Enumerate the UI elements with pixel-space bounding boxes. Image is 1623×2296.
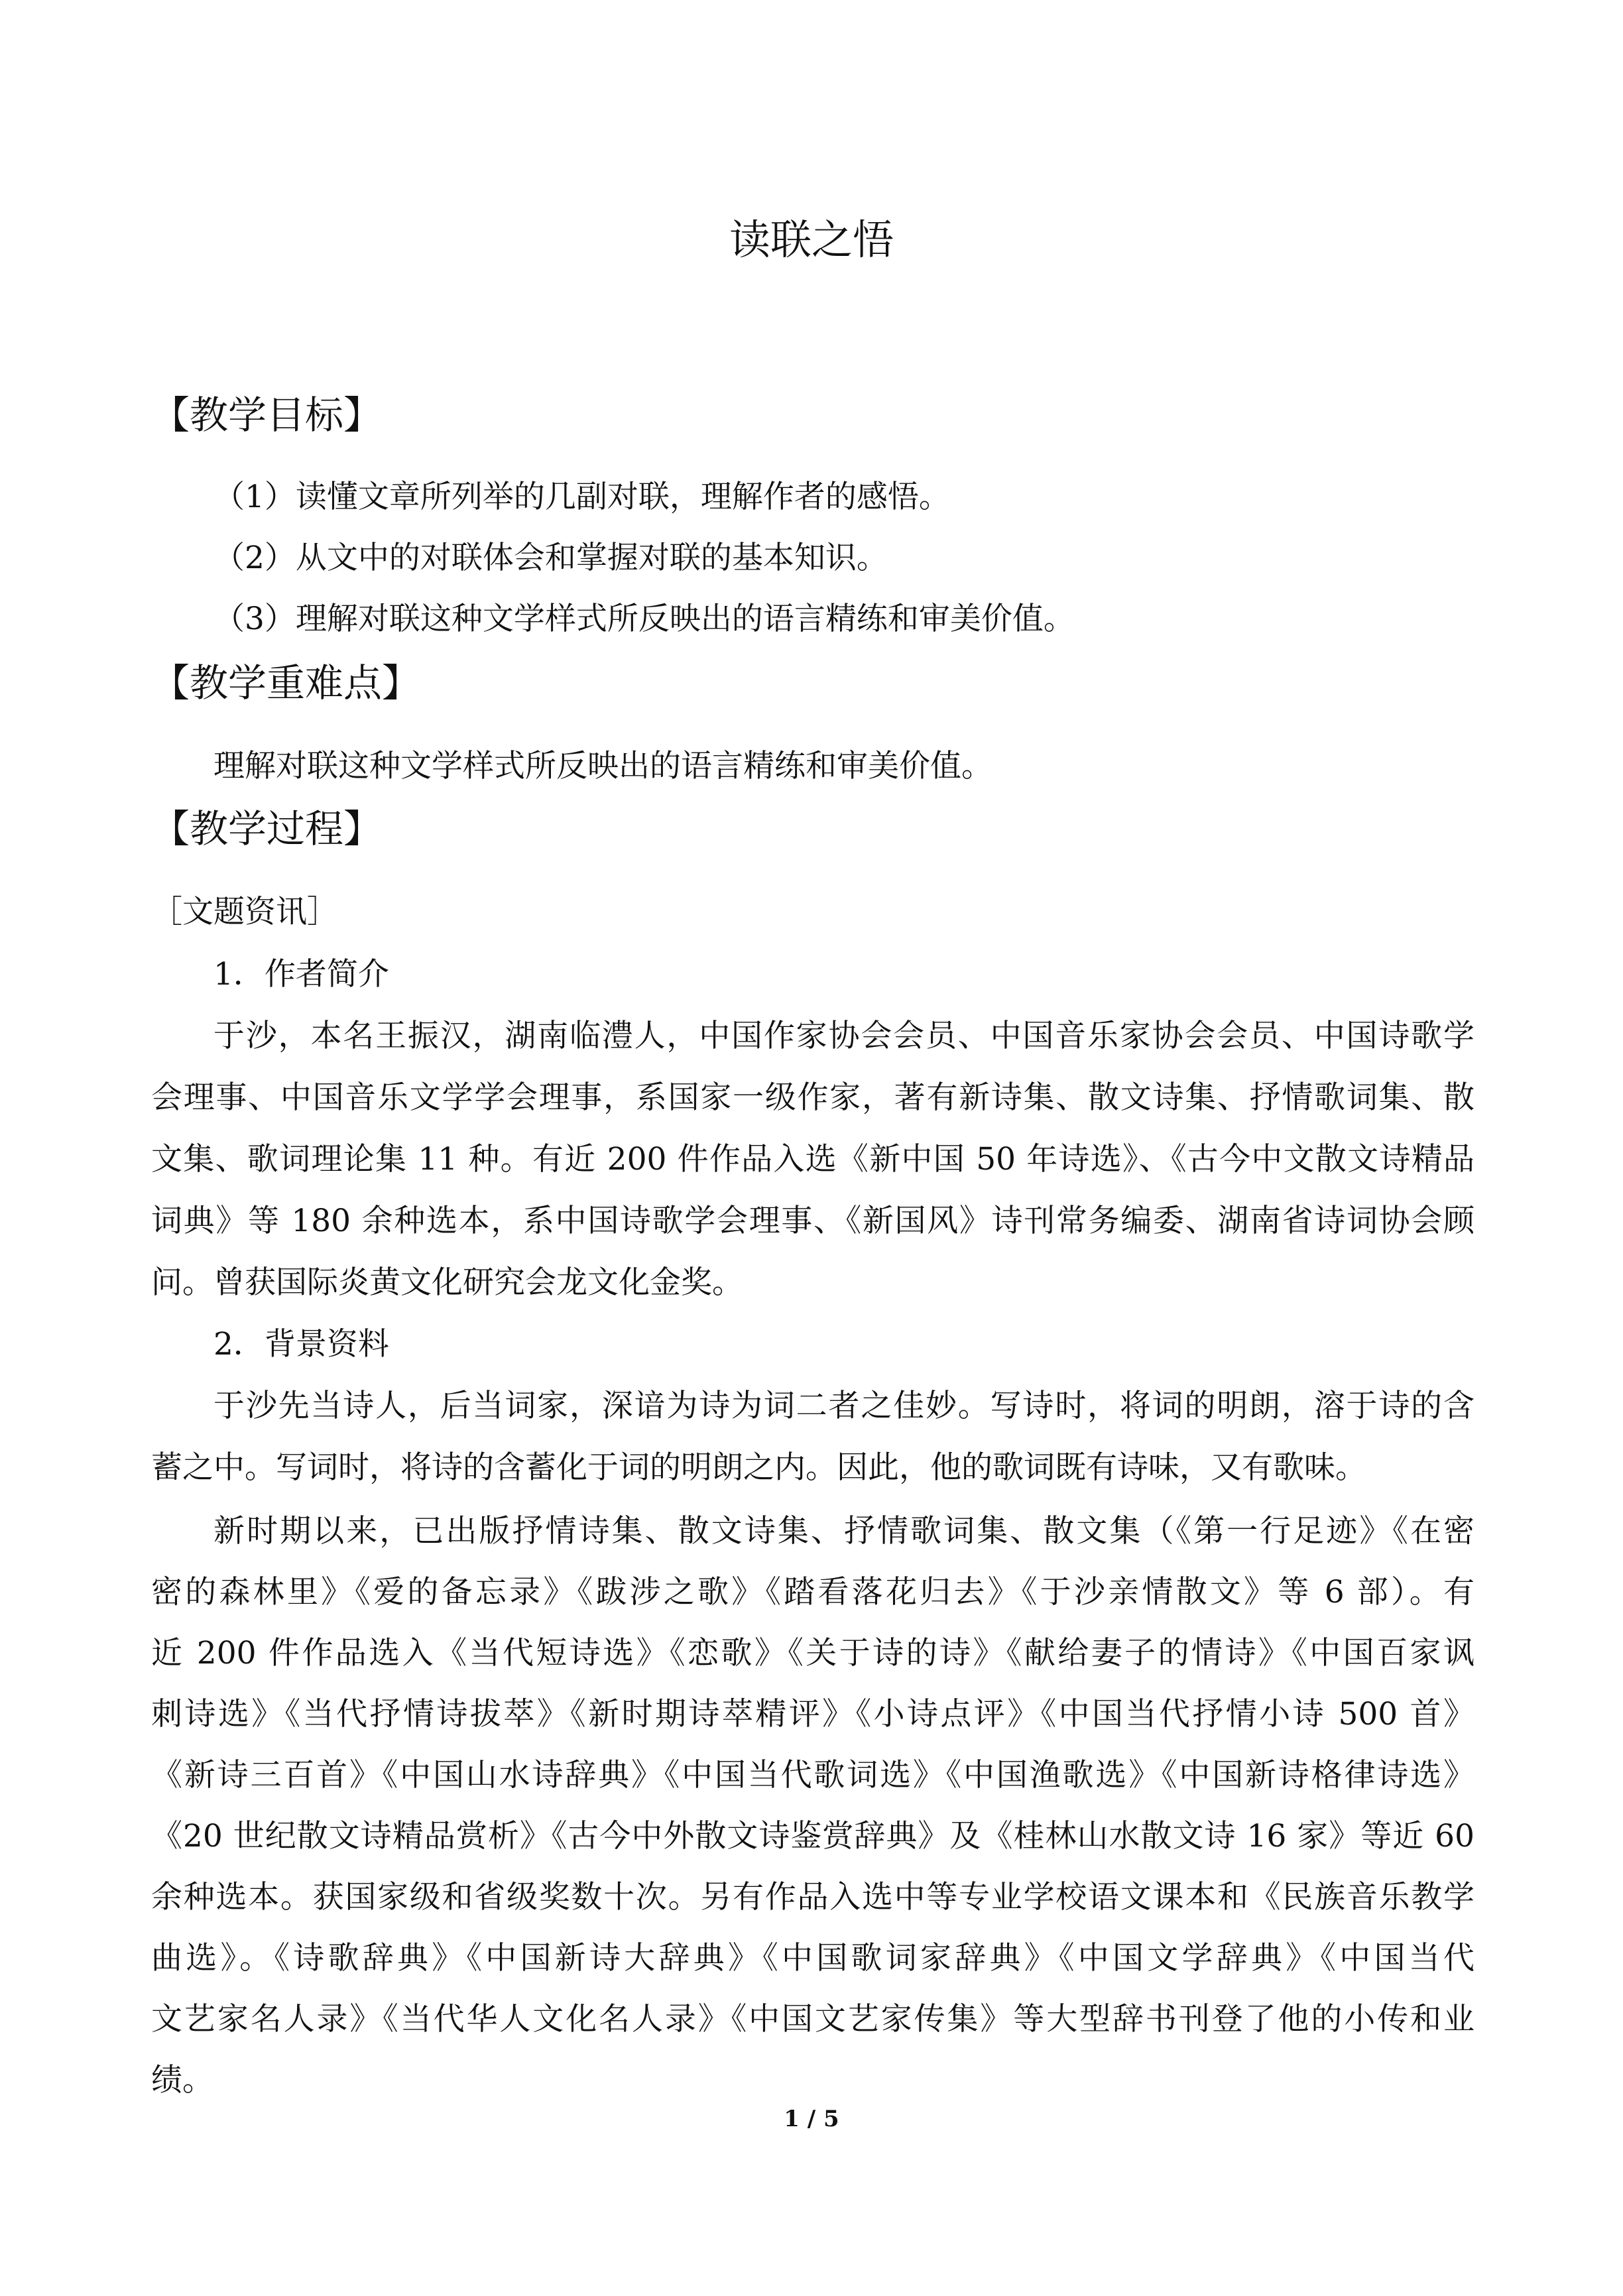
background-heading: 2．背景资料 [213,1326,389,1362]
background-paragraph-line: 绩。 [151,2062,213,2098]
background-paragraph-line: 刺诗选》《当代抒情诗拔萃》《新时期诗萃精评》《小诗点评》《中国当代抒情小诗 500 首》 [151,1696,1474,1732]
author-paragraph-line: 词典》等 180 余种选本，系中国诗歌学会理事、《新国风》诗刊常务编委、湖南省诗词协会顾 [151,1203,1474,1239]
page-number: 1 / 5 [784,2106,839,2132]
background-paragraph-line: 新时期以来，已出版抒情诗集、散文诗集、抒情歌词集、散文集（《第一行足迹》《在密 [213,1513,1474,1549]
author-paragraph-line: 于沙，本名王振汉，湖南临澧人，中国作家协会会员、中国音乐家协会会员、中国诗歌学 [213,1018,1474,1054]
goal-item: （2）从文中的对联体会和掌握对联的基本知识。 [213,540,888,576]
section-heading-goals: 【教学目标】 [151,393,383,438]
author-heading: 1．作者简介 [213,956,389,993]
background-paragraph-line: 密的森林里》《爱的备忘录》《跋涉之歌》《踏看落花归去》《于沙亲情散文》等 6 部）。有 [151,1574,1474,1610]
goal-item: （3）理解对联这种文学样式所反映出的语言精练和审美价值。 [213,601,1075,637]
info-label: ［文题资讯］ [151,894,338,930]
author-paragraph-line: 问。曾获国际炎黄文化研究会龙文化金奖。 [151,1264,743,1301]
goal-item: （1）读懂文章所列举的几副对联，理解作者的感悟。 [213,479,950,515]
background-paragraph-line: 文艺家名人录》《当代华人文化名人录》《中国文艺家传集》等大型辞书刊登了他的小传和业 [151,2001,1474,2037]
background-paragraph-line: 《20 世纪散文诗精品赏析》《古今中外散文诗鉴赏辞典》及《桂林山水散文诗 16 家》等近 60 [151,1818,1474,1854]
background-paragraph-line: 曲选》。《诗歌辞典》《中国新诗大辞典》《中国歌词家辞典》《中国文学辞典》《中国当代 [151,1940,1474,1976]
section-heading-focus: 【教学重难点】 [151,660,421,705]
author-paragraph-line: 文集、歌词理论集 11 种。有近 200 件作品入选《新中国 50 年诗选》、《古今中文散文诗精品 [151,1141,1474,1178]
background-paragraph-line: 于沙先当诗人，后当词家，深谙为诗为词二者之佳妙。写诗时，将词的明朗，溶于诗的含 [213,1388,1474,1424]
focus-text: 理解对联这种文学样式所反映出的语言精练和审美价值。 [213,748,992,784]
background-paragraph-line: 余种选本。获国家级和省级奖数十次。另有作品入选中等专业学校语文课本和《民族音乐教学 [151,1879,1474,1915]
background-paragraph-line: 蓄之中。写词时，将诗的含蓄化于词的明朗之内。因此，他的歌词既有诗味，又有歌味。 [151,1449,1366,1486]
document-title: 读联之悟 [729,215,894,264]
section-heading-process: 【教学过程】 [151,806,383,851]
background-paragraph-line: 《新诗三百首》《中国山水诗辞典》《中国当代歌词选》《中国渔歌选》《中国新诗格律诗选》 [151,1757,1474,1793]
author-paragraph-line: 会理事、中国音乐文学学会理事，系国家一级作家，著有新诗集、散文诗集、抒情歌词集、散 [151,1079,1474,1116]
background-paragraph-line: 近 200 件作品选入《当代短诗选》《恋歌》《关于诗的诗》《献给妻子的情诗》《中国百家讽 [151,1635,1474,1671]
